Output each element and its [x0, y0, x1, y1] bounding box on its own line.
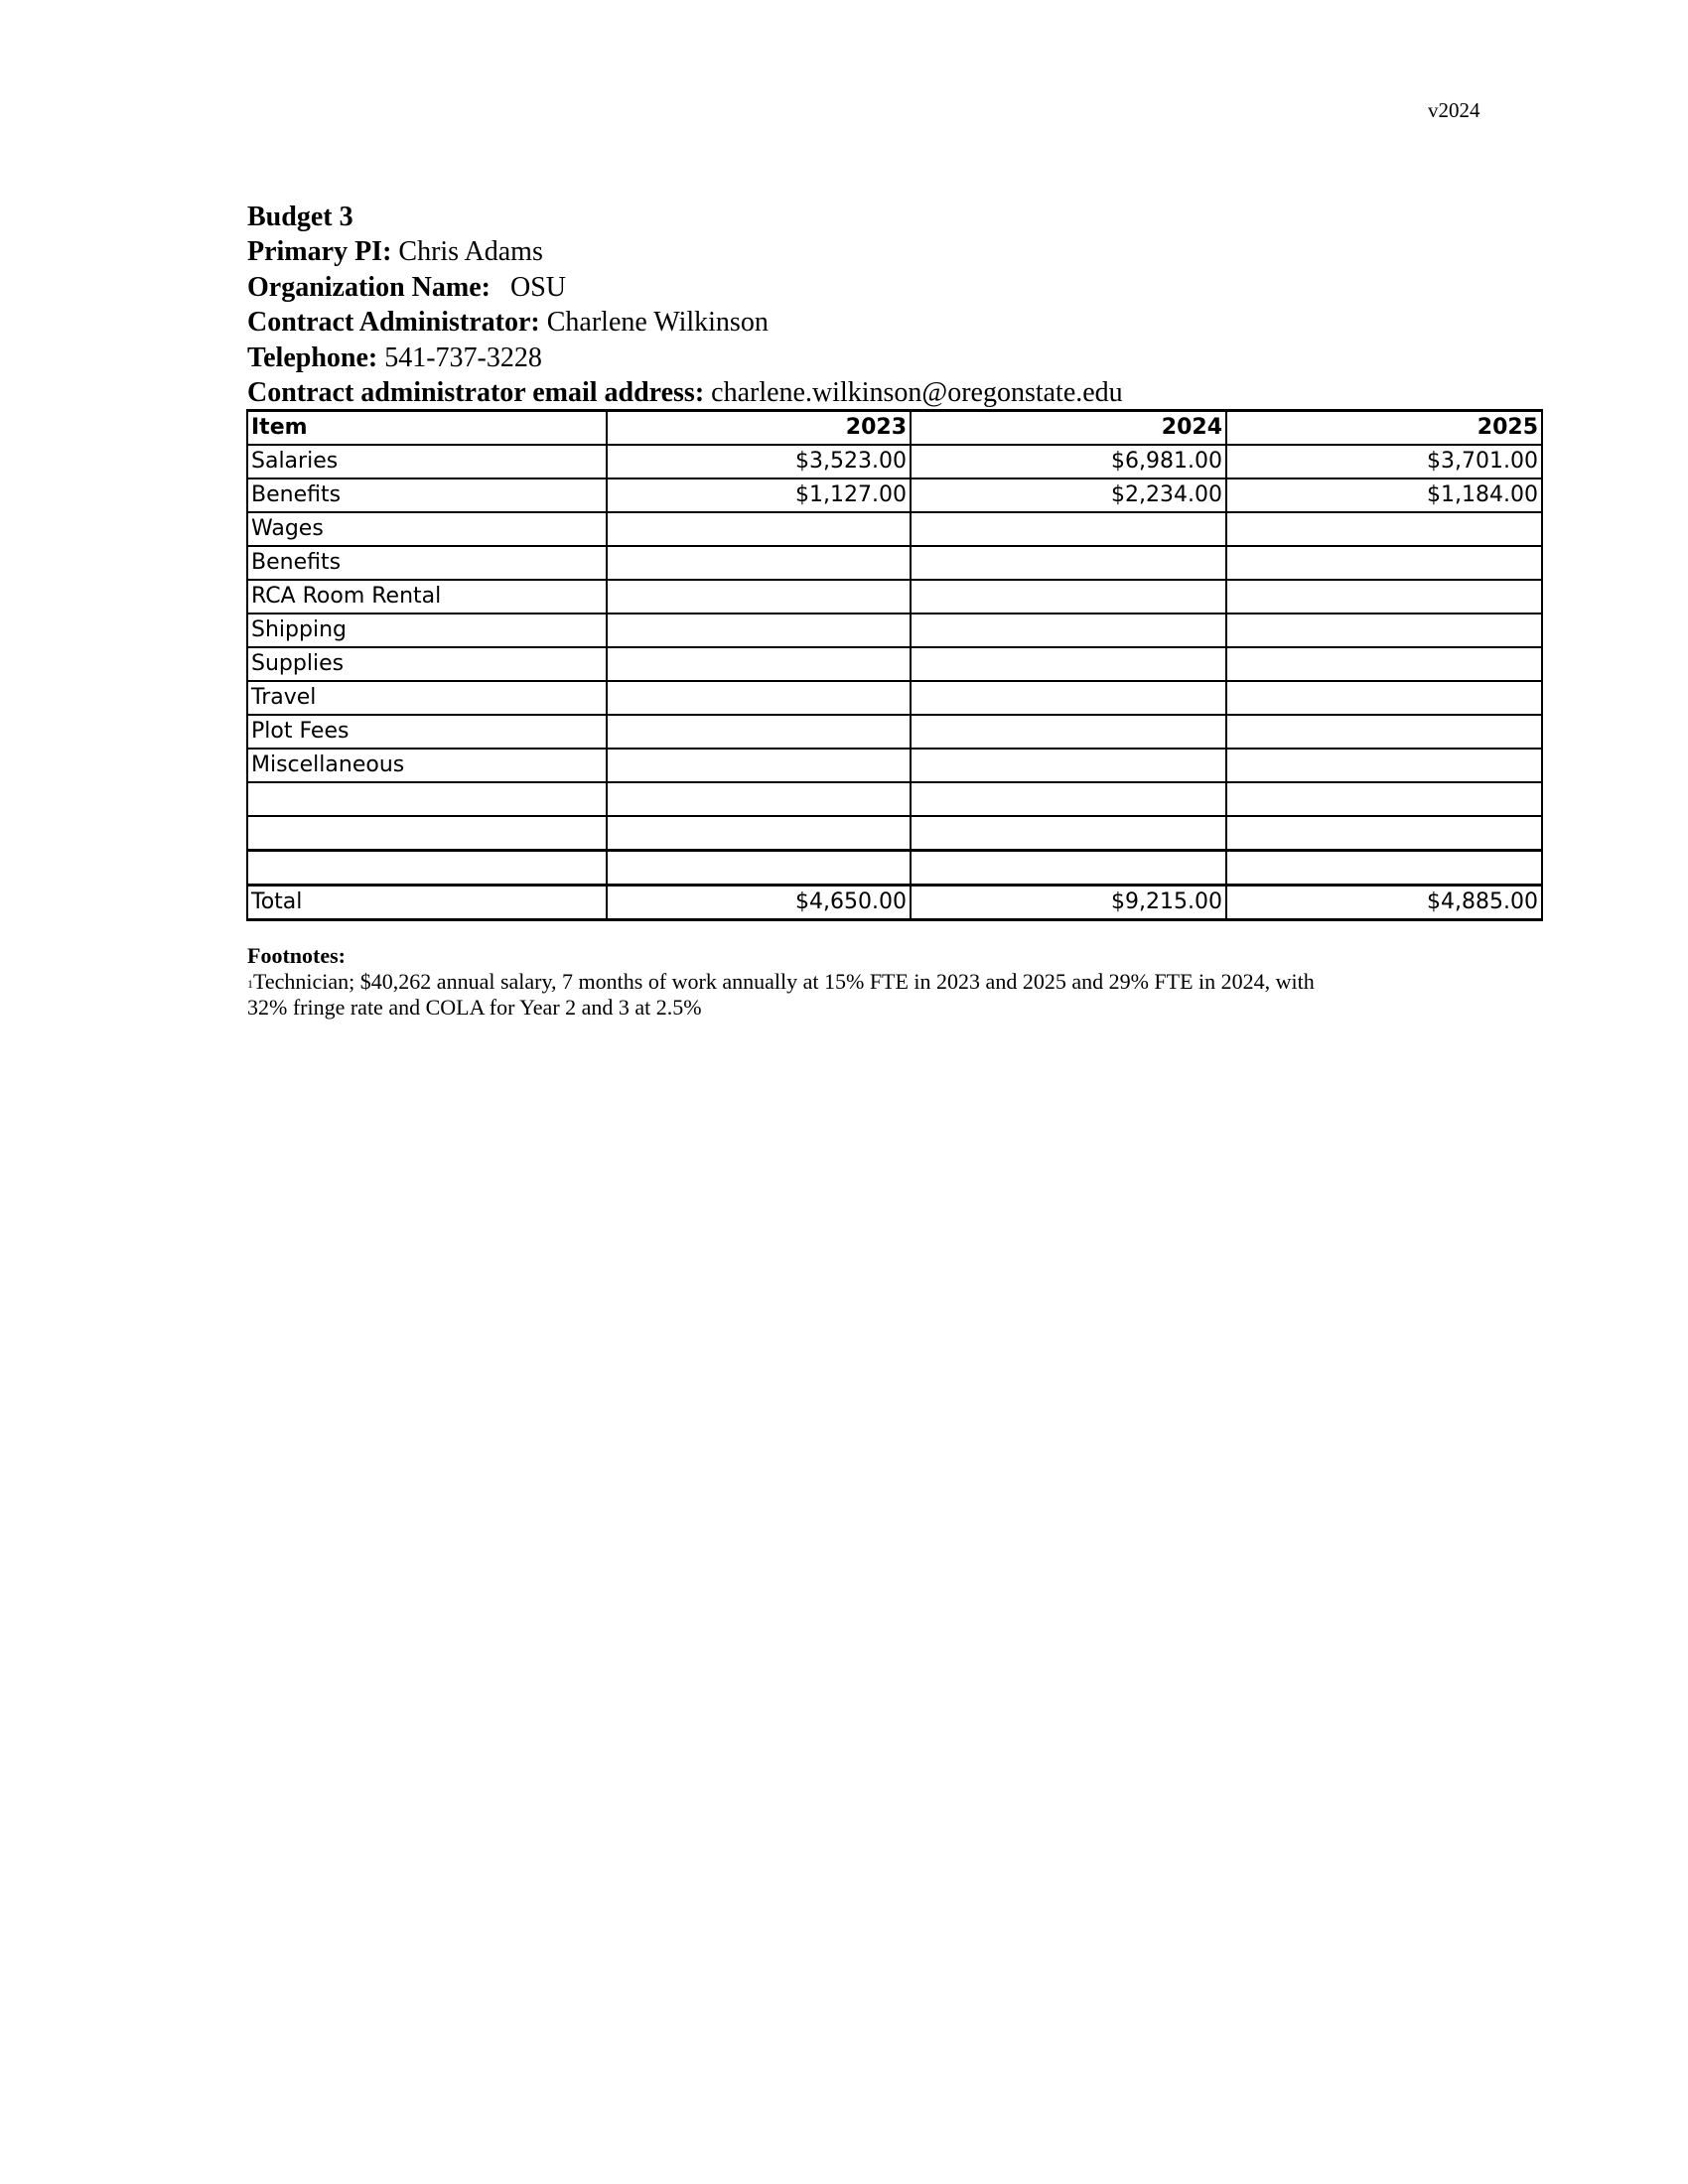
cell-2024: [911, 681, 1226, 715]
table-row: [247, 614, 1542, 647]
contract-admin-line: [247, 305, 1123, 340]
cell-item: Benefits: [247, 546, 607, 580]
table-row: [247, 478, 1542, 512]
cell-item: Miscellaneous: [247, 749, 607, 782]
cell-2023: [607, 715, 911, 749]
cell-item: Shipping: [247, 614, 607, 647]
cell-2024: [911, 546, 1226, 580]
primary-pi-label: Primary PI:: [247, 236, 392, 268]
cell-2024: [911, 715, 1226, 749]
cell-2023: [607, 816, 911, 851]
cell-2024: [911, 851, 1226, 886]
table-row: [247, 580, 1542, 614]
table-row: [247, 512, 1542, 546]
budget-title-text: Budget 3: [247, 202, 353, 232]
contract-admin-label: Contract Administrator:: [247, 307, 540, 339]
cell-2023: $3,523.00: [607, 445, 911, 478]
cell-2023: [607, 512, 911, 546]
total-cell-item: Total: [247, 886, 607, 920]
cell-2023: [607, 580, 911, 614]
cell-item: Supplies: [247, 647, 607, 681]
cell-2024: $6,981.00: [911, 445, 1226, 478]
cell-2025: [1226, 580, 1542, 614]
cell-2025: $3,701.00: [1226, 445, 1542, 478]
cell-2023: [607, 782, 911, 816]
header-2024: 2024: [911, 411, 1226, 446]
cell-2023: [607, 851, 911, 886]
cell-2025: [1226, 782, 1542, 816]
cell-item: Plot Fees: [247, 715, 607, 749]
organization-line: [247, 270, 1123, 305]
cell-2024: [911, 816, 1226, 851]
table-row: [247, 546, 1542, 580]
budget-title: [247, 200, 1123, 234]
version-label: v2024: [1428, 98, 1480, 122]
header-item: Item: [247, 411, 607, 446]
total-cell-2023: $4,650.00: [607, 886, 911, 920]
table-row: [247, 816, 1542, 851]
footnotes-title: Footnotes:: [247, 943, 346, 968]
cell-2023: $1,127.00: [607, 478, 911, 512]
cell-2024: [911, 749, 1226, 782]
cell-2025: [1226, 715, 1542, 749]
footnote-continuation: 32% fringe rate and COLA for Year 2 and 3 at 2.5%: [247, 995, 702, 1020]
cell-2024: [911, 647, 1226, 681]
email-line: [247, 375, 1123, 410]
cell-2025: [1226, 546, 1542, 580]
email-label: Contract administrator email address:: [247, 377, 705, 409]
cell-2024: [911, 512, 1226, 546]
table-row: [247, 715, 1542, 749]
cell-item: [247, 816, 607, 851]
table-row: [247, 445, 1542, 478]
cell-2023: [607, 614, 911, 647]
cell-2023: [607, 681, 911, 715]
table-row: [247, 681, 1542, 715]
cell-2025: [1226, 614, 1542, 647]
footnote-item: [247, 969, 1538, 995]
primary-pi-line: [247, 234, 1123, 269]
cell-item: RCA Room Rental: [247, 580, 607, 614]
cell-item: Benefits: [247, 478, 607, 512]
cell-2025: [1226, 512, 1542, 546]
budget-table-body: [247, 445, 1542, 920]
footnote-marker: 1: [247, 977, 253, 991]
telephone-line: [247, 341, 1123, 375]
organization-label: Organization Name:: [247, 271, 491, 303]
cell-2024: [911, 580, 1226, 614]
contract-admin-value: Charlene Wilkinson: [546, 307, 769, 339]
total-cell-2025: $4,885.00: [1226, 886, 1542, 920]
cell-2023: [607, 749, 911, 782]
header-2023: 2023: [607, 411, 911, 446]
cell-2025: $1,184.00: [1226, 478, 1542, 512]
table-row: [247, 782, 1542, 816]
cell-2023: [607, 546, 911, 580]
telephone-label: Telephone:: [247, 341, 378, 373]
cell-2024: [911, 782, 1226, 816]
total-cell-2024: $9,215.00: [911, 886, 1226, 920]
cell-2025: [1226, 647, 1542, 681]
cell-2023: [607, 647, 911, 681]
cell-2025: [1226, 681, 1542, 715]
footnotes: [247, 943, 1538, 1021]
cell-item: Wages: [247, 512, 607, 546]
cell-item: Travel: [247, 681, 607, 715]
cell-item: Salaries: [247, 445, 607, 478]
email-value: charlene.wilkinson@oregonstate.edu: [711, 377, 1123, 409]
organization-value: OSU: [509, 271, 566, 303]
table-total-row: [247, 886, 1542, 920]
telephone-value: 541-737-3228: [384, 341, 542, 373]
header-2025: 2025: [1226, 411, 1542, 446]
primary-pi-value: Chris Adams: [398, 236, 543, 268]
cell-2024: [911, 614, 1226, 647]
table-header-row: [247, 411, 1542, 446]
cell-item: [247, 851, 607, 886]
budget-header: [247, 200, 1123, 410]
table-row: [247, 749, 1542, 782]
footnote-text: Technician; $40,262 annual salary, 7 months of work annually at 15% FTE in 2023 and 2025 and 29% FTE in 2024, with: [253, 969, 1315, 994]
table-row: [247, 647, 1542, 681]
table-row: [247, 851, 1542, 886]
cell-2025: [1226, 816, 1542, 851]
budget-table: [246, 409, 1543, 921]
cell-2024: $2,234.00: [911, 478, 1226, 512]
cell-2025: [1226, 851, 1542, 886]
cell-item: [247, 782, 607, 816]
cell-2025: [1226, 749, 1542, 782]
